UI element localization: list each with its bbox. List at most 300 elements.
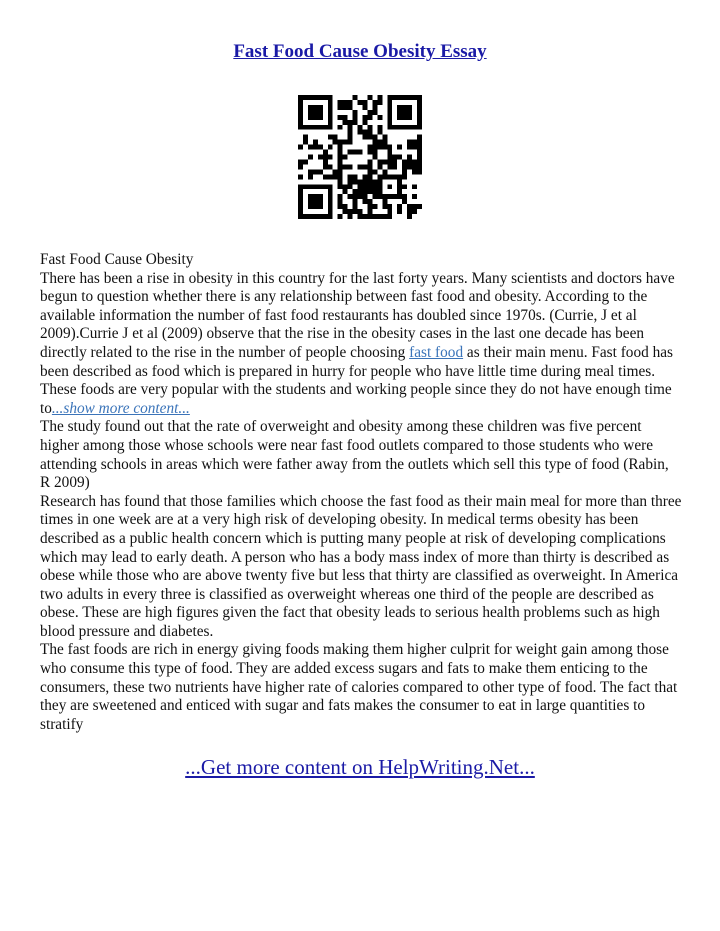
qr-module xyxy=(417,110,422,115)
qr-module xyxy=(328,115,333,120)
qr-module xyxy=(328,194,333,199)
qr-module xyxy=(367,150,372,155)
qr-module xyxy=(308,214,313,219)
qr-module xyxy=(412,140,417,145)
essay-heading: Fast Food Cause Obesity xyxy=(40,251,194,268)
qr-module xyxy=(313,184,318,189)
qr-module xyxy=(343,115,348,120)
qr-module xyxy=(348,130,353,135)
qr-module xyxy=(313,214,318,219)
qr-code-graphic xyxy=(298,95,422,219)
qr-module xyxy=(318,184,323,189)
qr-module xyxy=(417,150,422,155)
qr-module xyxy=(348,100,353,105)
qr-module xyxy=(367,179,372,184)
qr-module xyxy=(367,125,372,130)
qr-module xyxy=(353,209,358,214)
qr-module xyxy=(298,184,303,189)
qr-module xyxy=(343,155,348,160)
qr-module xyxy=(387,125,392,130)
qr-module xyxy=(362,115,367,120)
qr-module xyxy=(417,155,422,160)
qr-module xyxy=(358,194,363,199)
qr-module xyxy=(407,105,412,110)
qr-module xyxy=(362,184,367,189)
qr-module xyxy=(308,155,313,160)
qr-module xyxy=(387,105,392,110)
qr-module xyxy=(313,194,318,199)
qr-module xyxy=(328,135,333,140)
qr-module xyxy=(367,204,372,209)
qr-module xyxy=(407,95,412,100)
qr-module xyxy=(397,194,402,199)
qr-module xyxy=(362,164,367,169)
qr-module xyxy=(348,194,353,199)
qr-module xyxy=(402,105,407,110)
qr-module xyxy=(372,105,377,110)
qr-module xyxy=(328,209,333,214)
essay-title-link[interactable]: Fast Food Cause Obesity Essay xyxy=(233,41,487,62)
qr-module xyxy=(353,179,358,184)
qr-module xyxy=(412,209,417,214)
qr-module xyxy=(313,204,318,209)
qr-module xyxy=(308,174,313,179)
qr-code-icon xyxy=(298,95,422,219)
qr-module xyxy=(338,214,343,219)
qr-module xyxy=(362,174,367,179)
qr-module xyxy=(308,194,313,199)
qr-module xyxy=(377,174,382,179)
qr-module xyxy=(323,159,328,164)
qr-module xyxy=(323,155,328,160)
qr-module xyxy=(338,145,343,150)
qr-module xyxy=(417,164,422,169)
qr-module xyxy=(372,189,377,194)
qr-module xyxy=(333,174,338,179)
qr-module xyxy=(372,155,377,160)
qr-module xyxy=(303,159,308,164)
qr-module xyxy=(372,145,377,150)
qr-module xyxy=(392,95,397,100)
qr-module xyxy=(412,169,417,174)
qr-module xyxy=(308,184,313,189)
qr-module xyxy=(392,164,397,169)
qr-module xyxy=(367,130,372,135)
qr-module xyxy=(303,140,308,145)
qr-module xyxy=(417,204,422,209)
qr-module xyxy=(353,189,358,194)
qr-module xyxy=(387,214,392,219)
qr-module xyxy=(392,159,397,164)
qr-module xyxy=(298,145,303,150)
qr-module xyxy=(417,159,422,164)
qr-module xyxy=(372,150,377,155)
paragraph-1-text-a: There has been a rise in obesity in this country for the last forty years. Many scientists and doctors have begun to question whether there is any relationship between fast food and obesity. According to the available information the number of fast food restaurants has doubled since 1970s. (Currie, J et al 2009).Currie J et al (2009) observe that the rise in the obesity cases in the last one decade has been directly related to the rise in the number of people choosing xyxy=(40,269,675,361)
qr-module xyxy=(397,209,402,214)
qr-module xyxy=(377,125,382,130)
qr-module xyxy=(402,110,407,115)
qr-module xyxy=(397,174,402,179)
qr-module xyxy=(313,125,318,130)
qr-module xyxy=(313,115,318,120)
qr-module xyxy=(328,214,333,219)
qr-module xyxy=(328,110,333,115)
qr-module xyxy=(387,145,392,150)
qr-module xyxy=(353,120,358,125)
qr-module xyxy=(323,95,328,100)
qr-module xyxy=(387,174,392,179)
essay-title xyxy=(0,40,720,64)
qr-module xyxy=(402,184,407,189)
qr-module xyxy=(323,164,328,169)
qr-module xyxy=(308,115,313,120)
qr-module xyxy=(377,179,382,184)
qr-module xyxy=(328,125,333,130)
qr-module xyxy=(348,150,353,155)
qr-module xyxy=(412,184,417,189)
qr-module xyxy=(377,164,382,169)
qr-module xyxy=(328,184,333,189)
qr-module xyxy=(338,115,343,120)
qr-module xyxy=(348,105,353,110)
qr-module xyxy=(392,155,397,160)
qr-module xyxy=(298,120,303,125)
qr-module xyxy=(412,194,417,199)
qr-module xyxy=(353,204,358,209)
qr-module xyxy=(318,169,323,174)
qr-module xyxy=(377,159,382,164)
qr-module xyxy=(402,169,407,174)
qr-module xyxy=(308,199,313,204)
qr-module xyxy=(323,125,328,130)
qr-module xyxy=(377,130,382,135)
qr-module xyxy=(328,95,333,100)
qr-module xyxy=(407,155,412,160)
qr-module xyxy=(372,214,377,219)
qr-module xyxy=(318,194,323,199)
qr-module xyxy=(348,209,353,214)
qr-module xyxy=(387,194,392,199)
qr-module xyxy=(298,100,303,105)
qr-module xyxy=(348,120,353,125)
qr-module xyxy=(407,115,412,120)
qr-module xyxy=(328,199,333,204)
qr-module xyxy=(328,155,333,160)
qr-module xyxy=(387,100,392,105)
qr-module xyxy=(407,145,412,150)
qr-module xyxy=(362,100,367,105)
qr-module xyxy=(343,164,348,169)
qr-module xyxy=(298,159,303,164)
qr-module xyxy=(367,95,372,100)
qr-module xyxy=(367,159,372,164)
qr-module xyxy=(397,115,402,120)
qr-module xyxy=(387,110,392,115)
essay-paragraph-2: The study found out that the rate of overweight and obesity among these children was five percent higher among those whose schools were near fast food outlets compared to those students who were attending schools in areas which were father away from the outlets which sell this type of food (Rabin, R 2009) xyxy=(40,418,669,492)
qr-module xyxy=(397,125,402,130)
qr-module xyxy=(333,169,338,174)
qr-module xyxy=(377,100,382,105)
qr-module xyxy=(407,209,412,214)
qr-module xyxy=(382,194,387,199)
qr-module xyxy=(362,105,367,110)
qr-module xyxy=(397,184,402,189)
qr-module xyxy=(323,214,328,219)
qr-module xyxy=(402,199,407,204)
qr-module xyxy=(338,159,343,164)
qr-module xyxy=(362,120,367,125)
qr-module xyxy=(397,189,402,194)
qr-module xyxy=(402,95,407,100)
qr-module xyxy=(358,164,363,169)
qr-module xyxy=(303,95,308,100)
qr-module xyxy=(318,105,323,110)
qr-module xyxy=(348,184,353,189)
qr-module xyxy=(358,130,363,135)
qr-module xyxy=(358,214,363,219)
qr-module xyxy=(397,145,402,150)
qr-module xyxy=(353,199,358,204)
qr-module xyxy=(387,155,392,160)
qr-module xyxy=(353,174,358,179)
qr-module xyxy=(387,204,392,209)
qr-module xyxy=(303,214,308,219)
qr-module xyxy=(372,135,377,140)
qr-module xyxy=(328,174,333,179)
qr-module xyxy=(382,214,387,219)
qr-module xyxy=(338,155,343,160)
qr-module xyxy=(387,164,392,169)
qr-module xyxy=(387,95,392,100)
qr-module xyxy=(348,125,353,130)
qr-module xyxy=(318,155,323,160)
qr-module xyxy=(417,169,422,174)
qr-module xyxy=(417,120,422,125)
qr-module xyxy=(387,159,392,164)
qr-module xyxy=(407,140,412,145)
qr-module xyxy=(338,184,343,189)
qr-module xyxy=(367,135,372,140)
qr-module xyxy=(362,135,367,140)
qr-module xyxy=(318,110,323,115)
qr-module xyxy=(402,159,407,164)
qr-module xyxy=(298,194,303,199)
qr-module xyxy=(417,95,422,100)
qr-module xyxy=(382,174,387,179)
qr-module xyxy=(348,135,353,140)
qr-module xyxy=(348,140,353,145)
qr-module xyxy=(343,204,348,209)
qr-module xyxy=(328,204,333,209)
qr-module xyxy=(338,140,343,145)
qr-module xyxy=(353,95,358,100)
qr-module xyxy=(298,174,303,179)
qr-module xyxy=(412,204,417,209)
qr-module xyxy=(377,194,382,199)
qr-module xyxy=(318,95,323,100)
qr-module xyxy=(372,204,377,209)
qr-module xyxy=(392,174,397,179)
qr-module xyxy=(338,105,343,110)
qr-module xyxy=(298,125,303,130)
qr-module xyxy=(367,110,372,115)
qr-module xyxy=(298,164,303,169)
qr-module xyxy=(377,145,382,150)
qr-module xyxy=(387,120,392,125)
qr-module xyxy=(372,184,377,189)
qr-module xyxy=(318,199,323,204)
qr-module xyxy=(407,214,412,219)
qr-module xyxy=(407,164,412,169)
qr-module xyxy=(333,135,338,140)
qr-module xyxy=(298,105,303,110)
qr-module xyxy=(343,105,348,110)
qr-module xyxy=(348,164,353,169)
qr-module xyxy=(348,174,353,179)
qr-module xyxy=(338,199,343,204)
qr-module xyxy=(323,150,328,155)
qr-module xyxy=(333,140,338,145)
qr-module xyxy=(313,169,318,174)
qr-module xyxy=(313,105,318,110)
qr-module xyxy=(328,100,333,105)
qr-module xyxy=(382,204,387,209)
qr-module xyxy=(382,199,387,204)
qr-module xyxy=(367,164,372,169)
qr-module xyxy=(397,204,402,209)
qr-module xyxy=(367,209,372,214)
qr-module xyxy=(362,189,367,194)
qr-module xyxy=(362,130,367,135)
qr-module xyxy=(377,115,382,120)
qr-module xyxy=(353,194,358,199)
paragraph-1-text-b: as their main menu. Fast food has been described as food which is prepared in hurry for people who have little time during meal times. These foods are very popular with the students and working people since they do not have enough time to xyxy=(40,343,673,417)
qr-module xyxy=(382,135,387,140)
qr-module xyxy=(367,189,372,194)
essay-body xyxy=(40,251,682,734)
qr-module xyxy=(328,145,333,150)
essay-paragraph-4: The fast foods are rich in energy giving foods making them higher culprit for weight gain among those who consume this type of food. They are added excess sugars and fats to make them enticing to the consumers, these two nutrients have higher rate of calories compared to other type of food. The fact that they are sweetened and enticed with sugar and fats makes the consumer to eat in large quantities to stratify xyxy=(40,641,678,733)
qr-module xyxy=(318,204,323,209)
qr-module xyxy=(328,164,333,169)
qr-module xyxy=(367,169,372,174)
qr-module xyxy=(402,194,407,199)
qr-module xyxy=(367,184,372,189)
qr-module xyxy=(377,214,382,219)
qr-module xyxy=(338,194,343,199)
essay-paragraph-1 xyxy=(40,270,682,419)
show-more-link[interactable]: ...show more content... xyxy=(51,399,190,417)
qr-module xyxy=(412,159,417,164)
qr-module xyxy=(313,95,318,100)
qr-module xyxy=(372,100,377,105)
qr-module xyxy=(308,125,313,130)
qr-module xyxy=(392,194,397,199)
qr-module xyxy=(402,164,407,169)
qr-module xyxy=(313,140,318,145)
qr-module xyxy=(377,184,382,189)
fast-food-link[interactable]: fast food xyxy=(409,343,464,361)
qr-module xyxy=(382,159,387,164)
qr-module xyxy=(308,145,313,150)
qr-module xyxy=(392,125,397,130)
qr-module xyxy=(298,189,303,194)
qr-module xyxy=(313,145,318,150)
qr-module xyxy=(318,145,323,150)
qr-module xyxy=(343,140,348,145)
qr-module xyxy=(313,110,318,115)
qr-module xyxy=(402,174,407,179)
qr-module xyxy=(412,95,417,100)
qr-module xyxy=(412,125,417,130)
qr-module xyxy=(372,110,377,115)
qr-module xyxy=(402,115,407,120)
qr-module xyxy=(367,214,372,219)
qr-module xyxy=(323,184,328,189)
qr-module xyxy=(348,179,353,184)
qr-module xyxy=(417,115,422,120)
qr-module xyxy=(397,179,402,184)
qr-module xyxy=(397,155,402,160)
qr-module xyxy=(338,100,343,105)
qr-module xyxy=(338,169,343,174)
qr-module xyxy=(397,110,402,115)
qr-module xyxy=(358,150,363,155)
qr-module xyxy=(417,140,422,145)
qr-module xyxy=(338,179,343,184)
qr-module xyxy=(298,115,303,120)
qr-module xyxy=(298,209,303,214)
qr-module xyxy=(412,145,417,150)
qr-module xyxy=(407,125,412,130)
qr-module xyxy=(328,105,333,110)
qr-module xyxy=(298,110,303,115)
qr-module xyxy=(303,125,308,130)
qr-module xyxy=(367,115,372,120)
qr-module xyxy=(358,125,363,130)
qr-module xyxy=(298,204,303,209)
qr-module xyxy=(397,105,402,110)
qr-module xyxy=(343,120,348,125)
qr-module xyxy=(348,214,353,219)
qr-module xyxy=(417,135,422,140)
qr-module xyxy=(308,95,313,100)
qr-module xyxy=(328,120,333,125)
qr-module xyxy=(417,100,422,105)
qr-module xyxy=(353,115,358,120)
qr-module xyxy=(407,110,412,115)
qr-module xyxy=(328,189,333,194)
qr-module xyxy=(308,204,313,209)
qr-module xyxy=(372,194,377,199)
qr-module xyxy=(387,150,392,155)
qr-module xyxy=(377,95,382,100)
qr-module xyxy=(382,145,387,150)
qr-module xyxy=(382,169,387,174)
qr-module xyxy=(372,140,377,145)
qr-module xyxy=(308,110,313,115)
qr-module xyxy=(338,125,343,130)
qr-module xyxy=(407,159,412,164)
qr-module xyxy=(397,95,402,100)
more-content-link[interactable]: ...Get more content on HelpWriting.Net... xyxy=(185,755,535,779)
qr-module xyxy=(372,179,377,184)
qr-module xyxy=(338,150,343,155)
qr-module xyxy=(318,125,323,130)
qr-module xyxy=(372,169,377,174)
qr-module xyxy=(417,145,422,150)
qr-module xyxy=(377,189,382,194)
